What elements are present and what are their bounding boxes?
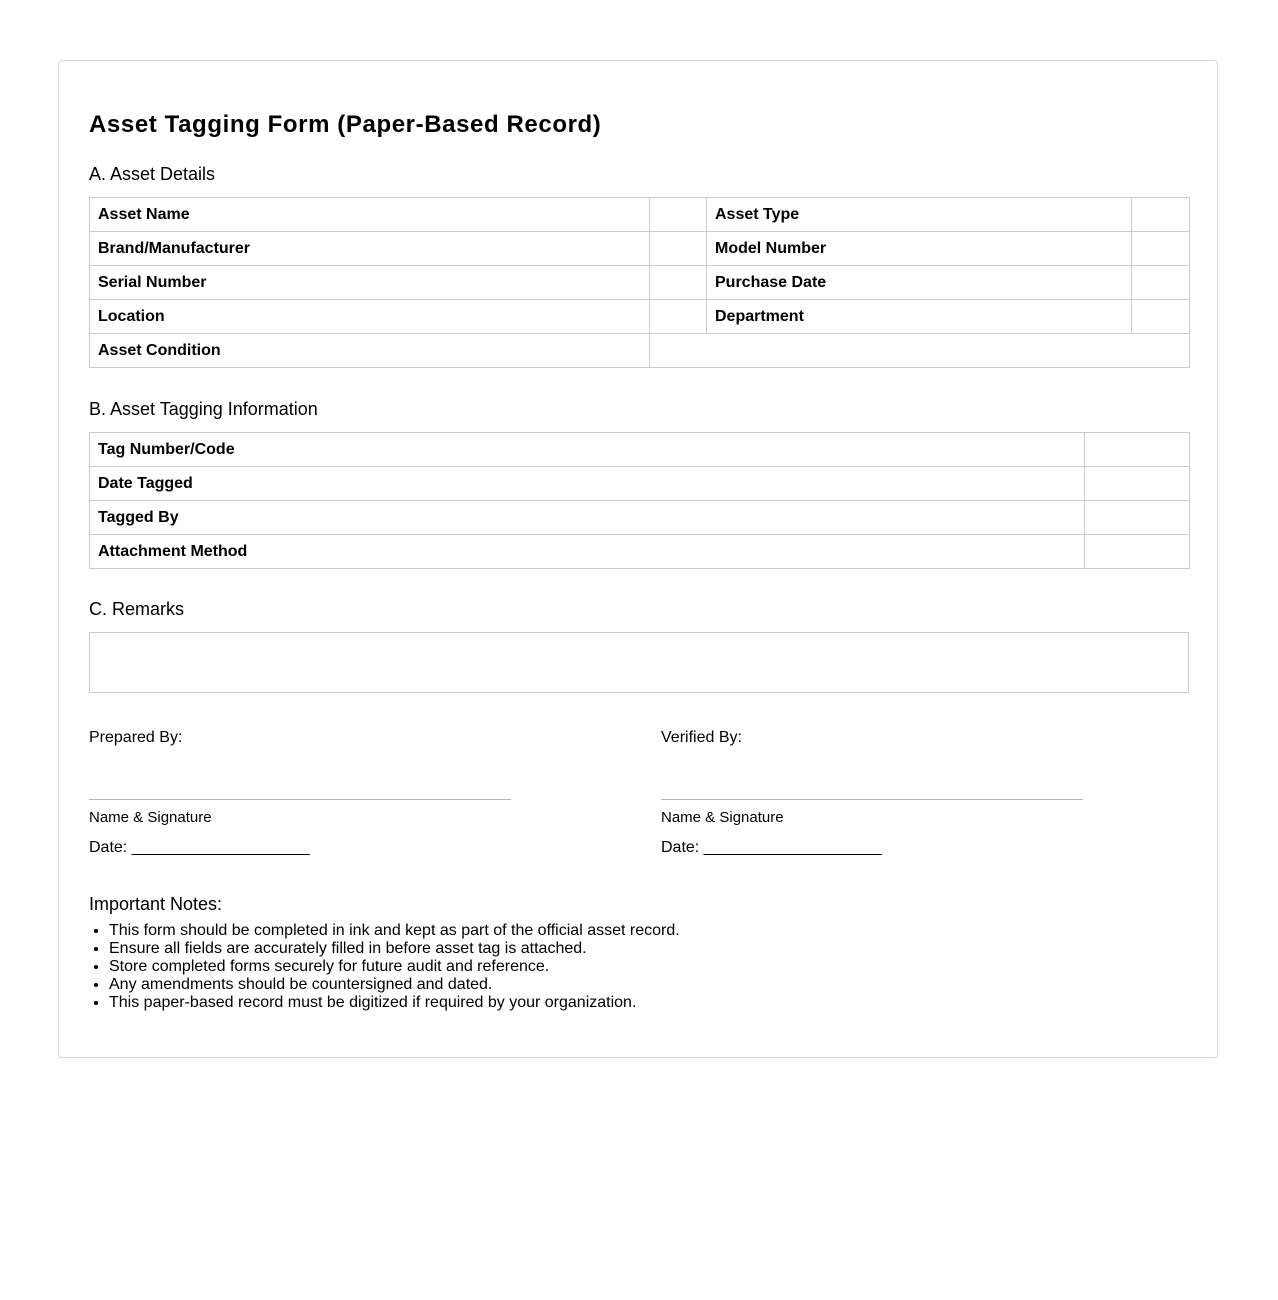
brand-manufacturer-field[interactable] bbox=[650, 232, 707, 266]
table-row bbox=[90, 334, 1190, 368]
verified-by-label: Verified By: bbox=[661, 729, 742, 746]
purchase-date-label: Purchase Date bbox=[707, 266, 1132, 300]
tag-number-label: Tag Number/Code bbox=[90, 433, 1085, 467]
date-tagged-field[interactable] bbox=[1085, 467, 1190, 501]
model-number-label: Model Number bbox=[707, 232, 1132, 266]
notes-list bbox=[89, 922, 680, 1012]
asset-type-label: Asset Type bbox=[707, 198, 1132, 232]
tagged-by-field[interactable] bbox=[1085, 501, 1190, 535]
table-row bbox=[90, 467, 1190, 501]
serial-number-field[interactable] bbox=[650, 266, 707, 300]
prepared-by-block bbox=[89, 729, 519, 856]
form-sheet bbox=[58, 60, 1218, 1058]
department-field[interactable] bbox=[1132, 300, 1190, 334]
asset-details-table bbox=[89, 197, 1190, 368]
list-item: • This paper-based record must be digitized if required by your organization. bbox=[109, 994, 680, 1012]
section-a-heading: A. Asset Details bbox=[89, 164, 216, 184]
remarks-field[interactable] bbox=[89, 632, 1189, 693]
verified-by-signature-line[interactable] bbox=[661, 799, 1083, 800]
prepared-by-label: Prepared By: bbox=[89, 729, 183, 746]
prepared-by-signature-line[interactable] bbox=[89, 799, 511, 800]
prepared-by-date[interactable]: Date: ____________________ bbox=[89, 839, 310, 856]
serial-number-label: Serial Number bbox=[90, 266, 650, 300]
list-item: • Ensure all fields are accurately filled in before asset tag is attached. bbox=[109, 940, 680, 958]
table-row bbox=[90, 535, 1190, 569]
list-item: • Any amendments should be countersigned and dated. bbox=[109, 976, 680, 994]
asset-condition-field[interactable] bbox=[650, 334, 1190, 368]
tag-number-field[interactable] bbox=[1085, 433, 1190, 467]
table-row bbox=[90, 198, 1190, 232]
verified-by-caption: Name & Signature bbox=[661, 809, 784, 826]
asset-name-label: Asset Name bbox=[90, 198, 650, 232]
verified-by-block bbox=[661, 729, 1091, 856]
table-row bbox=[90, 266, 1190, 300]
form-title: Asset Tagging Form (Paper-Based Record) bbox=[89, 111, 602, 138]
tagging-info-table bbox=[89, 432, 1190, 569]
asset-name-field[interactable] bbox=[650, 198, 707, 232]
attachment-method-label: Attachment Method bbox=[90, 535, 1085, 569]
verified-by-date[interactable]: Date: ____________________ bbox=[661, 839, 882, 856]
notes-title: Important Notes: bbox=[89, 894, 223, 914]
table-row bbox=[90, 300, 1190, 334]
asset-type-field[interactable] bbox=[1132, 198, 1190, 232]
model-number-field[interactable] bbox=[1132, 232, 1190, 266]
location-label: Location bbox=[90, 300, 650, 334]
asset-condition-label: Asset Condition bbox=[90, 334, 650, 368]
table-row bbox=[90, 501, 1190, 535]
list-item: • Store completed forms securely for future audit and reference. bbox=[109, 958, 680, 976]
department-label: Department bbox=[707, 300, 1132, 334]
section-c-heading: C. Remarks bbox=[89, 599, 185, 619]
table-row bbox=[90, 232, 1190, 266]
section-b-heading: B. Asset Tagging Information bbox=[89, 399, 318, 419]
location-field[interactable] bbox=[650, 300, 707, 334]
table-row bbox=[90, 433, 1190, 467]
date-tagged-label: Date Tagged bbox=[90, 467, 1085, 501]
prepared-by-caption: Name & Signature bbox=[89, 809, 212, 826]
purchase-date-field[interactable] bbox=[1132, 266, 1190, 300]
list-item: • This form should be completed in ink and kept as part of the official asset record. bbox=[109, 922, 680, 940]
brand-manufacturer-label: Brand/Manufacturer bbox=[90, 232, 650, 266]
tagged-by-label: Tagged By bbox=[90, 501, 1085, 535]
attachment-method-field[interactable] bbox=[1085, 535, 1190, 569]
